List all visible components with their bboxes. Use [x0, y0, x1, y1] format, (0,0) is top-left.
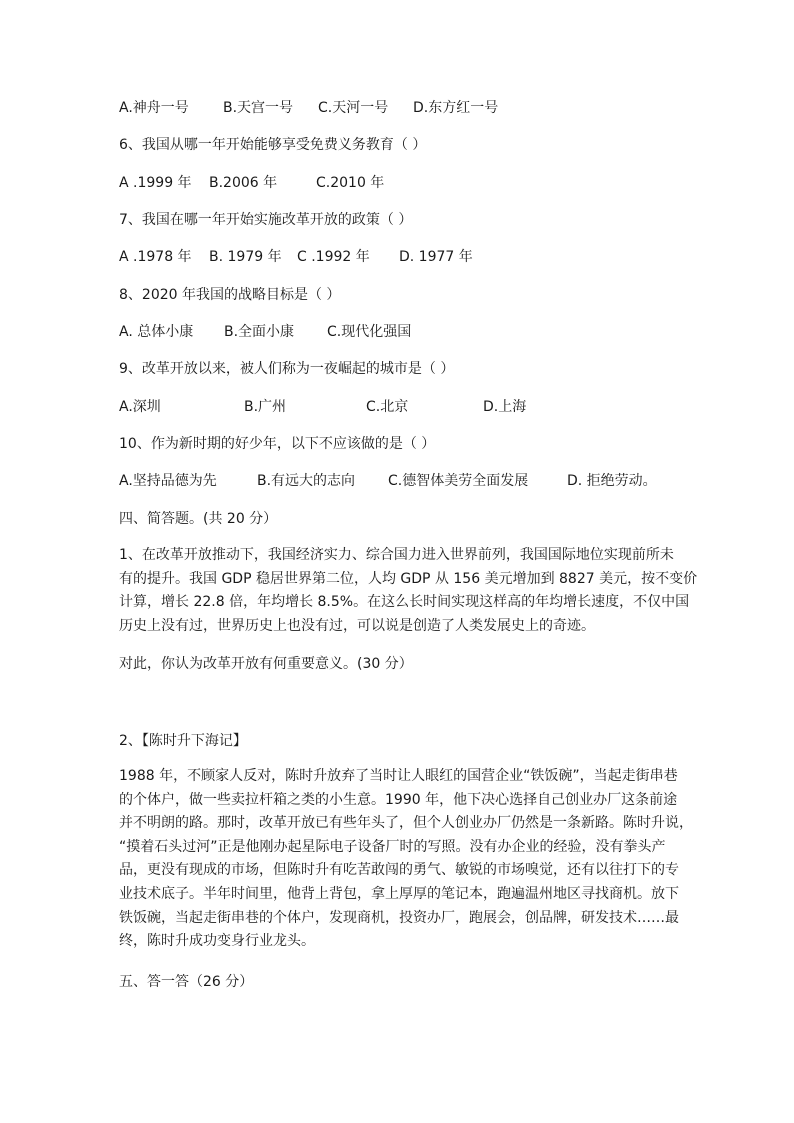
s4-q1-line: 1、在改革开放推动下，我国经济实力、综合国力进入世界前列，我国国际地位实现前所未	[119, 547, 674, 563]
q8-option-b: B.全面小康	[224, 324, 295, 340]
q8-option-c: C.现代化强国	[327, 324, 412, 340]
s4-q2-line: 品，更没有现成的市场，但陈时升有吃苦敢闯的勇气、敏锐的市场嗅觉，还有以往打下的专	[119, 862, 679, 879]
s4-q2-line: 并不明朗的路。那时，改革开放已有些年头了，但个人创业办厂仍然是一条新路。陈时升说，	[119, 815, 693, 832]
q8-option-a: A. 总体小康	[119, 324, 194, 340]
q6-option-c: C.2010 年	[316, 175, 385, 191]
section5-title: 五、答一答（26 分）	[119, 974, 254, 990]
q5-option-a: A.神舟一号	[119, 100, 189, 116]
q5-option-c: C.天河一号	[318, 100, 389, 116]
q6-question: 6、我国从哪一年开始能够享受免费义务教育（ ）	[119, 137, 427, 153]
q5-option-d: D.东方红一号	[413, 100, 499, 116]
s4-q2-passage	[119, 765, 693, 954]
q9-option-a: A.深圳	[119, 399, 161, 415]
s4-q2-line: “摸着石头过河”正是他刚办起星际电子设备厂时的写照。没有办企业的经验，没有拳头产	[119, 838, 666, 855]
q10-option-d: D. 拒绝劳动。	[567, 473, 657, 489]
s4-q1-line: 有的提升。我国 GDP 稳居世界第二位，人均 GDP 从 156 美元增加到 8827 美元，按不变价	[119, 570, 698, 587]
q10-question: 10、作为新时期的好少年，以下不应该做的是（ ）	[119, 436, 436, 452]
q10-option-b: B.有远大的志向	[257, 473, 356, 489]
q9-question: 9、改革开放以来，被人们称为一夜崛起的城市是（ ）	[119, 361, 455, 377]
s4-q2-line: 终，陈时升成功变身行业龙头。	[119, 933, 315, 950]
q6-option-b: B.2006 年	[209, 175, 278, 191]
q9-option-c: C.北京	[366, 399, 409, 415]
q5-option-b: B.天宫一号	[223, 100, 294, 116]
q10-option-a: A.坚持品德为先	[119, 473, 217, 489]
q9-option-d: D.上海	[483, 399, 527, 415]
q8-question: 8、2020 年我国的战略目标是（ ）	[119, 287, 341, 303]
s4-q2-line: 业技术底子。半年时间里，他背上背包，拿上厚厚的笔记本，跑遍温州地区寻找商机。放下	[119, 885, 679, 902]
q7-option-b: B. 1979 年	[209, 249, 282, 265]
s4-q1-passage	[119, 544, 698, 638]
q7-option-d: D. 1977 年	[399, 249, 473, 265]
q6-option-a: A .1999 年	[119, 175, 192, 191]
s4-q1-prompt: 对此，你认为改革开放有何重要意义。(30 分）	[119, 656, 413, 672]
q10-option-c: C.德智体美劳全面发展	[388, 473, 529, 489]
s4-q2-line: 1988 年，不顾家人反对，陈时升放弃了当时让人眼红的国营企业“铁饭碗”，当起走街串巷	[119, 768, 678, 784]
q7-question: 7、我国在哪一年开始实施改革开放的政策（ ）	[119, 212, 413, 228]
s4-q2-title: 2、【陈时升下海记】	[119, 733, 247, 749]
q7-option-a: A .1978 年	[119, 249, 192, 265]
s4-q2-line: 铁饭碗，当起走街串巷的个体户，发现商机，投资办厂，跑展会，创品牌，研发技术……最	[119, 909, 679, 926]
s4-q1-line: 计算，增长 22.8 倍，年均增长 8.5%。在这么长时间实现这样高的年均增长速度，不仅中国	[119, 594, 690, 611]
q7-option-c: C .1992 年	[297, 249, 370, 265]
q9-option-b: B.广州	[244, 399, 287, 415]
s4-q2-line: 的个体户，做一些卖拉杆箱之类的小生意。1990 年，他下决心选择自己创业办厂这条前途	[119, 791, 678, 808]
s4-q1-line: 历史上没有过，世界历史上也没有过，可以说是创造了人类发展史上的奇迹。	[119, 617, 595, 634]
section4-title: 四、简答题。(共 20 分）	[119, 511, 278, 527]
